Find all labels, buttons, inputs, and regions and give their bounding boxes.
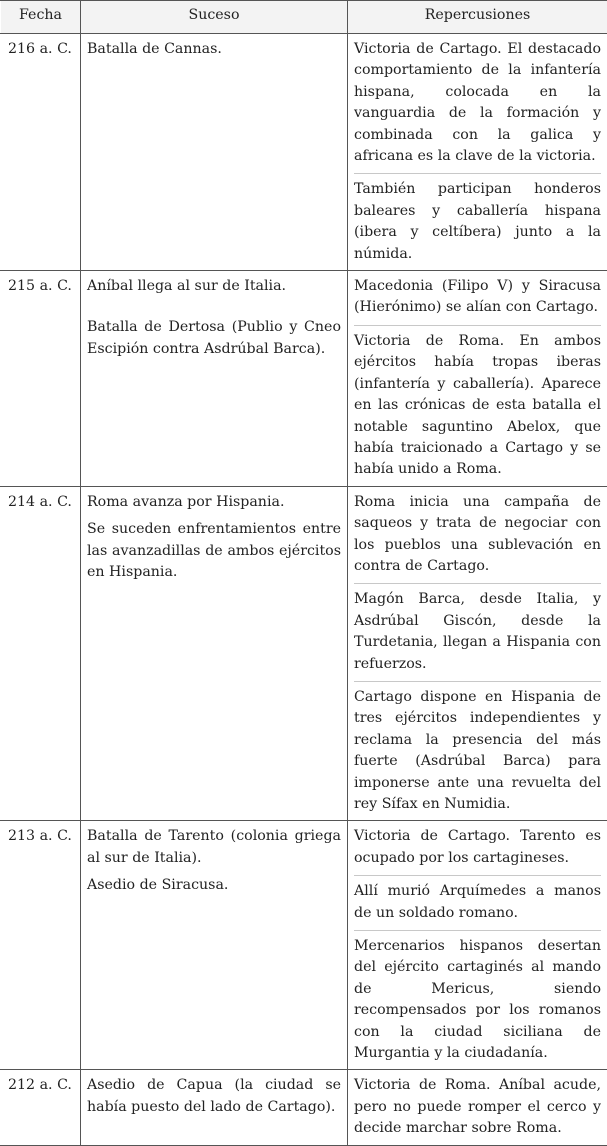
event-text: Aníbal llega al sur de Italia. (87, 276, 341, 297)
effect-cell (348, 821, 607, 1070)
event-cell (81, 34, 348, 271)
event-cell (81, 271, 348, 487)
date-cell: 214 a. C. (1, 486, 81, 821)
event-text: Batalla de Cannas. (87, 39, 341, 60)
date-cell: 215 a. C. (1, 271, 81, 487)
date-cell: 212 a. C. (1, 1070, 81, 1145)
event-text: Asedio de Siracusa. (87, 875, 341, 896)
event-text: Asedio de Capua (la ciudad se había puesto del lado de Cartago). (87, 1075, 341, 1118)
effect-text: Victoria de Roma. Aníbal acude, pero no puede romper el cerco y decide marchar sobre Roma. (354, 1075, 601, 1139)
effect-text: Allí murió Arquímedes a manos de un soldado romano. (354, 875, 601, 924)
effect-text: Macedonia (Filipo V) y Siracusa (Hierónimo) se alían con Cartago. (354, 276, 601, 319)
table-row (1, 34, 607, 271)
effect-text: Mercenarios hispanos desertan del ejército cartaginés al mando de Mericus, siendo recompensados por los romanos con la ciudad siciliana de Murgantia y la ciudadanía. (354, 930, 601, 1064)
event-cell (81, 486, 348, 821)
effect-text: Magón Barca, desde Italia, y Asdrúbal Giscón, desde la Turdetania, llegan a Hispania con refuerzos. (354, 583, 601, 675)
effect-text: También participan honderos baleares y caballería hispana (ibera y celtíbera) junto a la númida. (354, 173, 601, 265)
header-repercusiones: Repercusiones (348, 1, 607, 34)
header-fecha: Fecha (1, 1, 81, 34)
header-suceso: Suceso (81, 1, 348, 34)
effect-text: Victoria de Cartago. Tarento es ocupado por los cartagineses. (354, 826, 601, 869)
effect-cell (348, 486, 607, 821)
header-row (1, 1, 607, 34)
effect-text: Victoria de Roma. En ambos ejércitos había tropas iberas (infantería y caballería). Aparece en las crónicas de esta batalla el notable saguntino Abelox, que había traicionado a Cartago y se había unido a Roma. (354, 325, 601, 481)
table-row (1, 821, 607, 1070)
effect-cell (348, 34, 607, 271)
table-row (1, 486, 607, 821)
event-text: Batalla de Tarento (colonia griega al sur de Italia). (87, 826, 341, 869)
effect-text: Cartago dispone en Hispania de tres ejércitos independientes y reclama la presencia del más fuerte (Asdrúbal Barca) para imponerse ante una revuelta del rey Sífax en Numidia. (354, 681, 601, 815)
effect-text: Roma inicia una campaña de saqueos y trata de negociar con los pueblos una sublevación en contra de Cartago. (354, 492, 601, 578)
event-text: Roma avanza por Hispania. (87, 492, 341, 513)
table-row (1, 1070, 607, 1145)
table-row (1, 271, 607, 487)
effect-cell (348, 1070, 607, 1145)
event-text: Se suceden enfrentamientos entre las avanzadillas de ambos ejércitos en Hispania. (87, 519, 341, 583)
effect-cell (348, 271, 607, 487)
date-cell: 216 a. C. (1, 34, 81, 271)
event-text: Batalla de Dertosa (Publio y Cneo Escipión contra Asdrúbal Barca). (87, 317, 341, 360)
effect-text: Victoria de Cartago. El destacado comportamiento de la infantería hispana, colocada en la vanguardia de la formación y combinada con la galica y africana es la clave de la victoria. (354, 39, 601, 167)
event-cell (81, 1070, 348, 1145)
event-cell (81, 821, 348, 1070)
date-cell: 213 a. C. (1, 821, 81, 1070)
